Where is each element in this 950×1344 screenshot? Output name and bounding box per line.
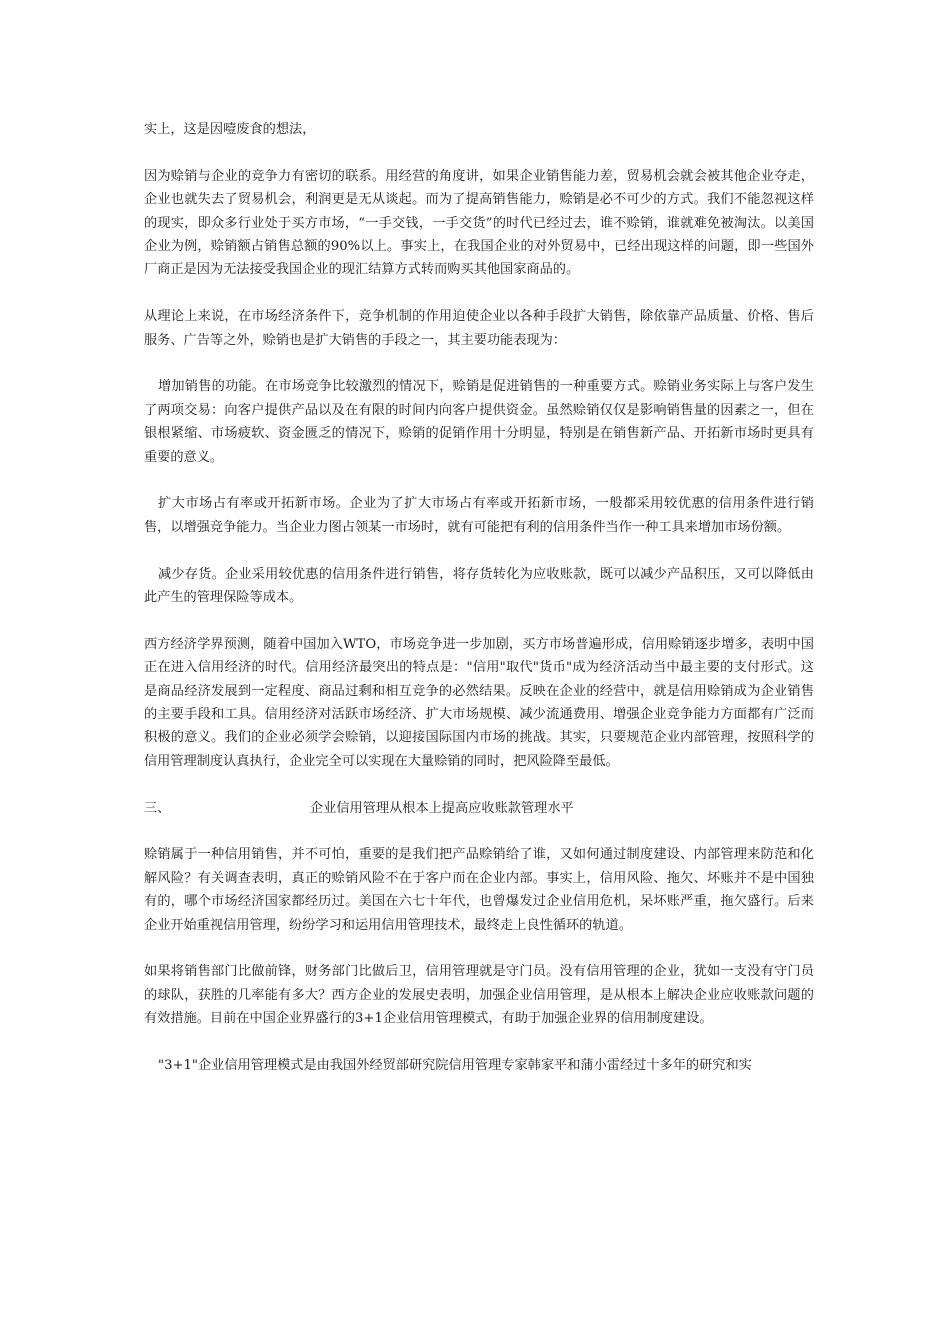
document-page	[144, 118, 814, 1101]
paragraph-3: 从理论上来说，在市场经济条件下，竞争机制的作用迫使企业以各种手段扩大销售，除依靠产品质量、价格、售后服务、广告等之外，赊销也是扩大销售的手段之一，其主要功能表现为：	[144, 309, 814, 348]
section-number: 三、	[144, 800, 171, 816]
paragraph-5: 扩大市场占有率或开拓新市场。企业为了扩大市场占有率或开拓新市场，一般都采用较优惠的信用条件进行销售，以增强竞争能力。当企业力图占领某一市场时，就有可能把有利的信用条件当作一种工具来增加市场份额。	[144, 496, 814, 535]
section-heading	[144, 797, 814, 820]
paragraph-10: "3+1"企业信用管理模式是由我国外经贸部研究院信用管理专家韩家平和蒲小雷经过十多年的研究和实	[158, 1058, 752, 1074]
section-title: 企业信用管理从根本上提高应收账款管理水平	[310, 800, 574, 816]
paragraph-2: 因为赊销与企业的竞争力有密切的联系。用经营的角度讲，如果企业销售能力差，贸易机会就会被其他企业夺走，企业也就失去了贸易机会，利润更是无从谈起。而为了提高销售能力，赊销是必不可少的方式。我们不能忽视这样的现实，即众多行业处于买方市场，“一手交钱，一手交货”的时代已经过去，谁不赊销，谁就难免被淘汰。以美国企业为例，赊销额占销售总额的90%以上。事实上，在我国企业的对外贸易中，已经出现这样的问题，即一些国外厂商正是因为无法接受我国企业的现汇结算方式转而购买其他国家商品的。	[144, 168, 814, 278]
paragraph-1: 实上，这是因噎废食的想法，	[144, 122, 316, 137]
paragraph-9: 如果将销售部门比做前锋，财务部门比做后卫，信用管理就是守门员。没有信用管理的企业，犹如一支没有守门员的球队，获胜的几率能有多大？西方企业的发展史表明，加强企业信用管理，是从根本上解决企业应收账款问题的有效措施。目前在中国企业界盛行的3+1企业信用管理模式，有助于加强企业界的信用制度建设。	[144, 964, 814, 1027]
paragraph-6: 减少存货。企业采用较优惠的信用条件进行销售，将存货转化为应收账款，既可以减少产品积压，又可以降低由此产生的管理保险等成本。	[144, 566, 814, 606]
paragraph-7: 西方经济学界预测，随着中国加入WTO，市场竞争进一步加剧，买方市场普遍形成，信用赊销逐步增多，表明中国正在进入信用经济的时代。信用经济最突出的特点是："信用"取代"货币"成为经济活动当中最主要的支付形式。这是商品经济发展到一定程度、商品过剩和相互竞争的必然结果。反映在企业的经营中，就是信用赊销成为企业销售的主要手段和工具。信用经济对活跃市场经济、扩大市场规模、减少流通费用、增强企业竞争能力方面都有广泛而积极的意义。我们的企业必须学会赊销，以迎接国际国内市场的挑战。其实，只要规范企业内部管理，按照科学的信用管理制度认真执行，企业完全可以实现在大量赊销的同时，把风险降至最低。	[144, 636, 814, 769]
paragraph-8: 赊销属于一种信用销售，并不可怕，重要的是我们把产品赊销给了谁，又如何通过制度建设、内部管理来防范和化解风险？有关调查表明，真正的赊销风险不在于客户而在企业内部。事实上，信用风险、拖欠、坏账并不是中国独有的，哪个市场经济国家都经历过。美国在六七十年代，也曾爆发过企业信用危机，呆坏账严重，拖欠盛行。后来企业开始重视信用管理，纷纷学习和运用信用管理技术，最终走上良性循环的轨道。	[144, 847, 814, 933]
paragraph-4: 增加销售的功能。在市场竞争比较激烈的情况下，赊销是促进销售的一种重要方式。赊销业务实际上与客户发生了两项交易：向客户提供产品以及在有限的时间内向客户提供资金。虽然赊销仅仅是影响销售量的因素之一，但在银根紧缩、市场疲软、资金匮乏的情况下，赊销的促销作用十分明显，特别是在销售新产品、开拓新市场时更具有重要的意义。	[144, 379, 814, 465]
